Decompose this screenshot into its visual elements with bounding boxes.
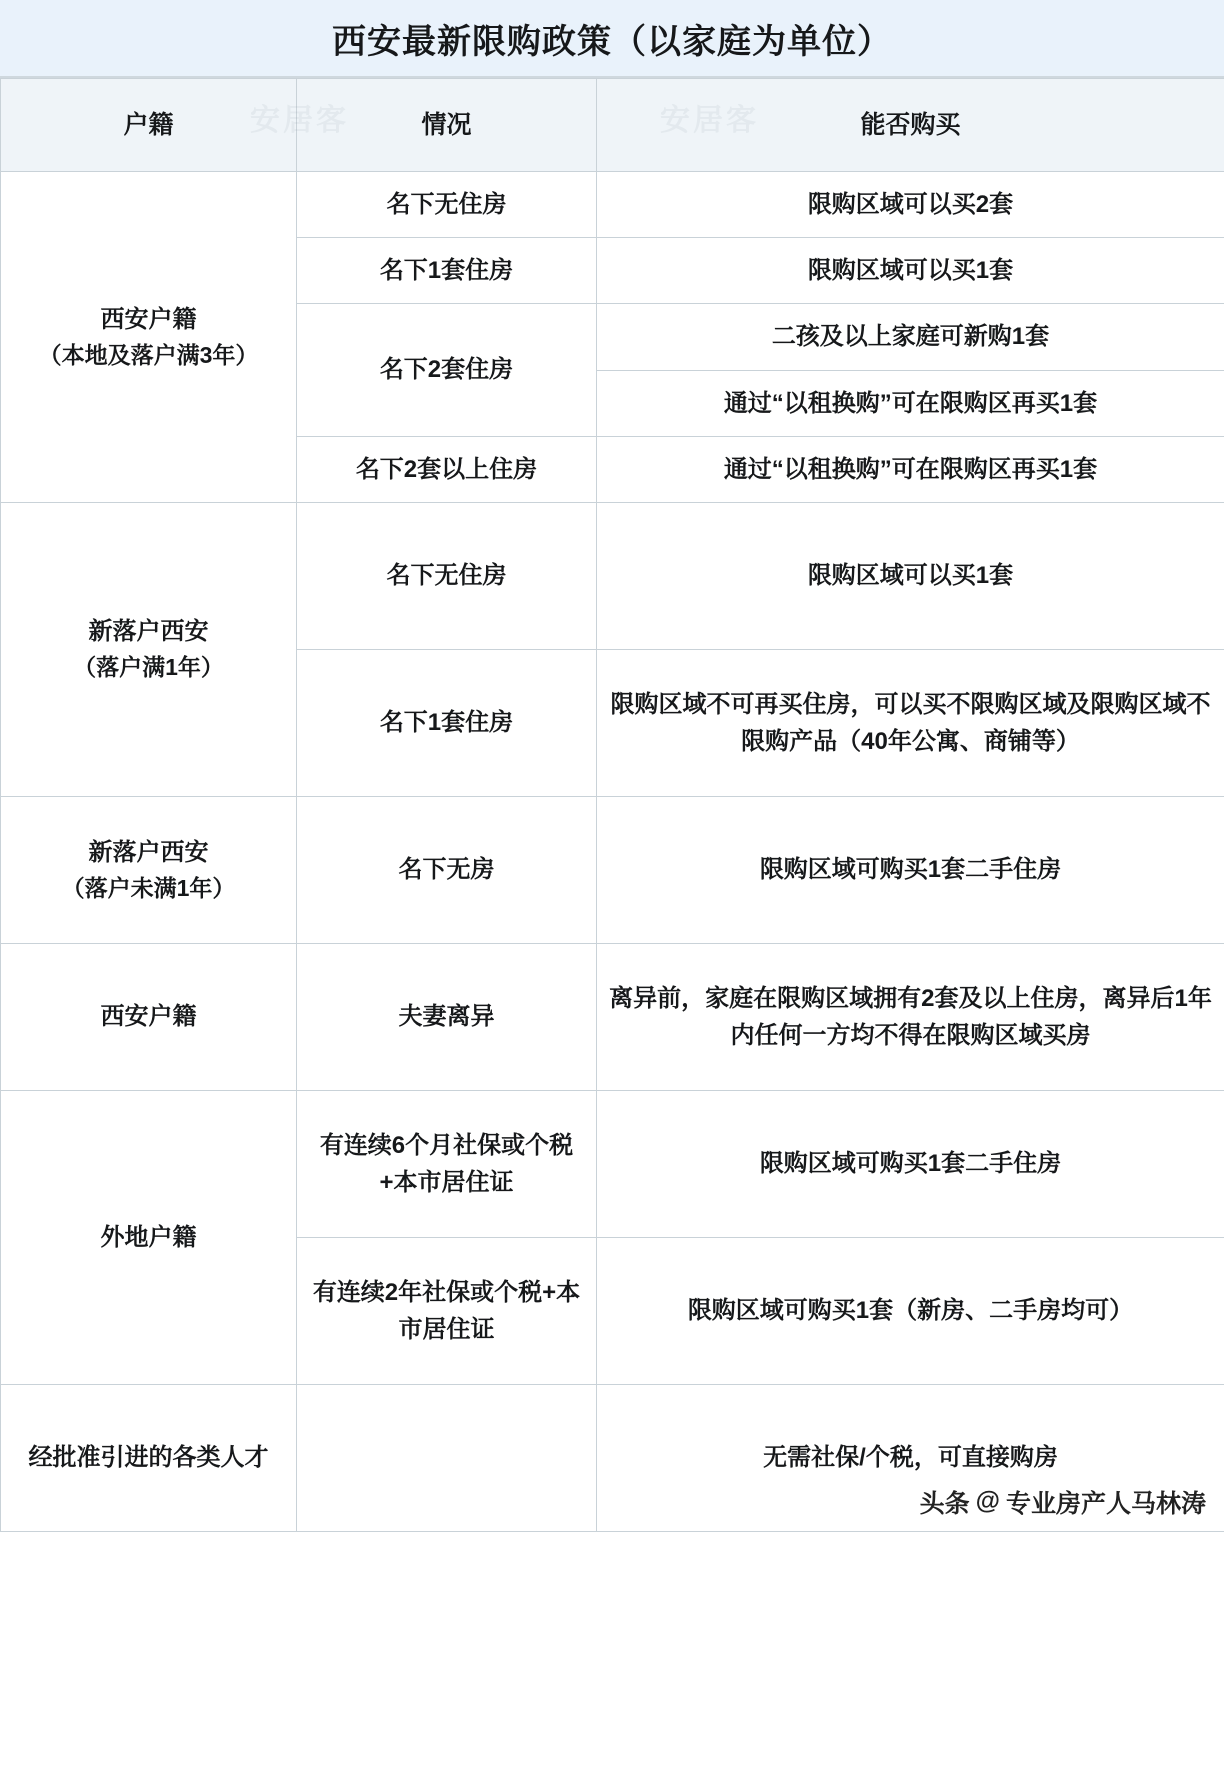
category-label: 外地户籍	[100, 1223, 197, 1251]
condition-cell: 有连续6个月社保或个税+本市居住证	[297, 1090, 597, 1237]
table-header-row	[1, 79, 1224, 172]
result-cell: 无需社保/个税，可直接购房	[597, 1384, 1224, 1531]
author-credit	[920, 1484, 1206, 1520]
condition-cell	[297, 1384, 597, 1531]
table-row	[1, 796, 1224, 943]
result-cell: 限购区域可以买1套	[597, 502, 1224, 649]
condition-cell: 有连续2年社保或个税+本市居住证	[297, 1237, 597, 1384]
category-cell	[1, 1090, 297, 1384]
credit-separator: @	[975, 1487, 1000, 1516]
author-name: 专业房产人马林涛	[1005, 1489, 1206, 1518]
category-cell	[1, 172, 297, 503]
result-cell: 限购区域不可再买住房，可以买不限购区域及限购区域不限购产品（40年公寓、商铺等）	[597, 649, 1224, 796]
condition-cell: 名下2套以上住房	[297, 436, 597, 502]
condition-cell: 名下无住房	[297, 172, 597, 238]
condition-cell: 名下无房	[297, 796, 597, 943]
result-cell: 限购区域可以买2套	[597, 172, 1224, 238]
platform-label: 头条	[919, 1489, 970, 1518]
table-row	[1, 1090, 1224, 1237]
page-title-bar	[0, 0, 1224, 78]
category-label: 西安户籍	[100, 1003, 197, 1031]
category-sublabel: （本地及落户满3年）	[38, 341, 259, 368]
category-cell: 经批准引进的各类人才	[1, 1384, 297, 1531]
category-sublabel: （落户满1年）	[73, 654, 224, 681]
category-cell	[1, 943, 297, 1090]
category-label: 新落户西安	[88, 618, 209, 646]
result-cell: 限购区域可以买1套	[597, 238, 1224, 304]
category-label: 新落户西安	[88, 838, 209, 866]
category-cell	[1, 796, 297, 943]
condition-cell: 夫妻离异	[297, 943, 597, 1090]
result-cell: 限购区域可购买1套二手住房	[597, 796, 1224, 943]
column-header-situation: 情况	[297, 79, 597, 172]
condition-cell: 名下2套住房	[297, 304, 597, 436]
result-cell: 限购区域可购买1套（新房、二手房均可）	[597, 1237, 1224, 1384]
result-cell: 限购区域可购买1套二手住房	[597, 1090, 1224, 1237]
column-header-household: 户籍	[1, 79, 297, 172]
result-cell: 二孩及以上家庭可新购1套	[597, 304, 1224, 370]
condition-cell: 名下无住房	[297, 502, 597, 649]
policy-table	[0, 78, 1224, 1532]
category-cell	[1, 502, 297, 796]
result-cell: 通过“以租换购”可在限购区再买1套	[597, 436, 1224, 502]
table-row	[1, 172, 1224, 238]
table-row	[1, 502, 1224, 649]
condition-cell: 名下1套住房	[297, 238, 597, 304]
category-label: 西安户籍	[100, 305, 197, 333]
result-cell: 通过“以租换购”可在限购区再买1套	[597, 370, 1224, 436]
page-title: 西安最新限购政策（以家庭为单位）	[332, 22, 892, 61]
column-header-eligibility: 能否购买	[597, 79, 1224, 172]
condition-cell: 名下1套住房	[297, 649, 597, 796]
result-cell: 离异前，家庭在限购区域拥有2套及以上住房，离异后1年内任何一方均不得在限购区域买房	[597, 943, 1224, 1090]
table-row	[1, 943, 1224, 1090]
category-sublabel: （落户未满1年）	[61, 874, 236, 901]
